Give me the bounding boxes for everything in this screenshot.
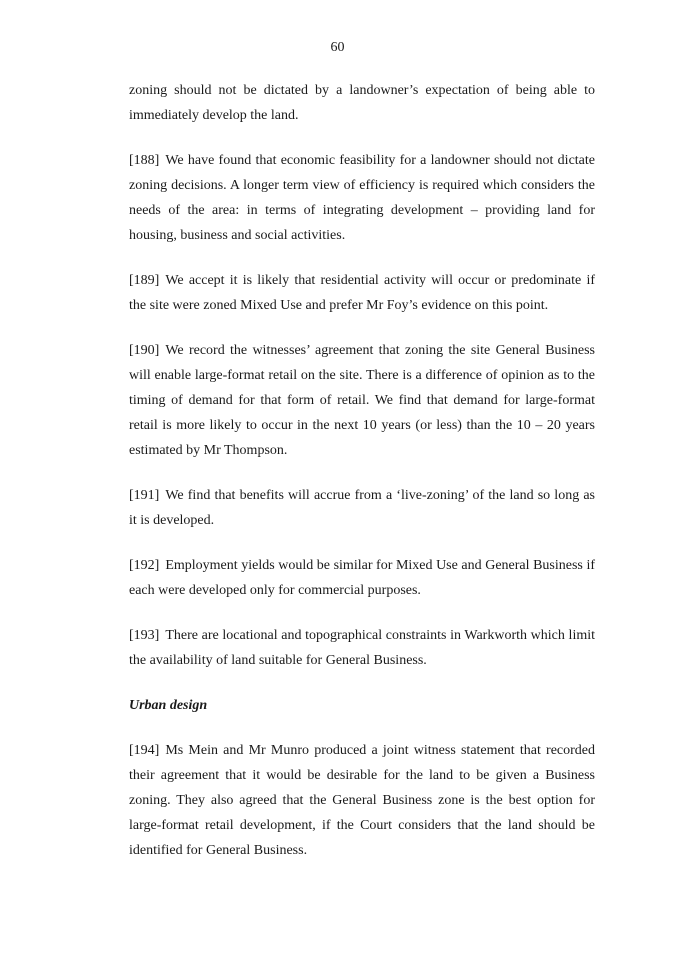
page-number: 60 bbox=[330, 40, 345, 55]
paragraph-191 bbox=[129, 483, 595, 533]
paragraph-number: [192] bbox=[129, 558, 160, 573]
paragraph-text: There are locational and topographical constraints in Warkworth which limit the availability of land suitable for General Business. bbox=[129, 628, 595, 668]
paragraph-number: [194] bbox=[129, 743, 160, 758]
paragraph-text: We have found that economic feasibility for a landowner should not dictate zoning decisions. A longer term view of efficiency is required which considers the needs of the area: in terms of integrating development – providing land for housing, business and social activities. bbox=[129, 153, 595, 243]
paragraph-text: We find that benefits will accrue from a ‘live-zoning’ of the land so long as it is developed. bbox=[129, 488, 595, 528]
paragraph-number: [190] bbox=[129, 343, 160, 358]
paragraph-number: [191] bbox=[129, 488, 160, 503]
paragraph-193 bbox=[129, 623, 595, 673]
paragraph-text: Ms Mein and Mr Munro produced a joint witness statement that recorded their agreement that it would be desirable for the land to be given a Business zoning. They also agreed that the General Business zone is the best option for large-format retail development, if the Court considers that the land should be identified for General Business. bbox=[129, 743, 595, 858]
section-heading: Urban design bbox=[129, 698, 208, 713]
paragraph-text: We record the witnesses’ agreement that zoning the site General Business will enable large-format retail on the site. There is a difference of opinion as to the timing of demand for that form of retail. We find that demand for large-format retail is more likely to occur in the next 10 years (or less) than the 10 – 20 years estimated by Mr Thompson. bbox=[129, 343, 595, 458]
paragraph-192 bbox=[129, 553, 595, 603]
paragraph-text: zoning should not be dictated by a landowner’s expectation of being able to immediately develop the land. bbox=[129, 83, 595, 123]
paragraph-189 bbox=[129, 268, 595, 318]
paragraph-number: [189] bbox=[129, 273, 160, 288]
document-body bbox=[129, 78, 595, 883]
paragraph-194 bbox=[129, 738, 595, 863]
paragraph-number: [193] bbox=[129, 628, 160, 643]
paragraph-190 bbox=[129, 338, 595, 463]
paragraph-number: [188] bbox=[129, 153, 160, 168]
paragraph-text: Employment yields would be similar for Mixed Use and General Business if each were developed only for commercial purposes. bbox=[129, 558, 595, 598]
paragraph-continued bbox=[129, 78, 595, 128]
paragraph-text: We accept it is likely that residential activity will occur or predominate if the site were zoned Mixed Use and prefer Mr Foy’s evidence on this point. bbox=[129, 273, 595, 313]
paragraph-188 bbox=[129, 148, 595, 248]
